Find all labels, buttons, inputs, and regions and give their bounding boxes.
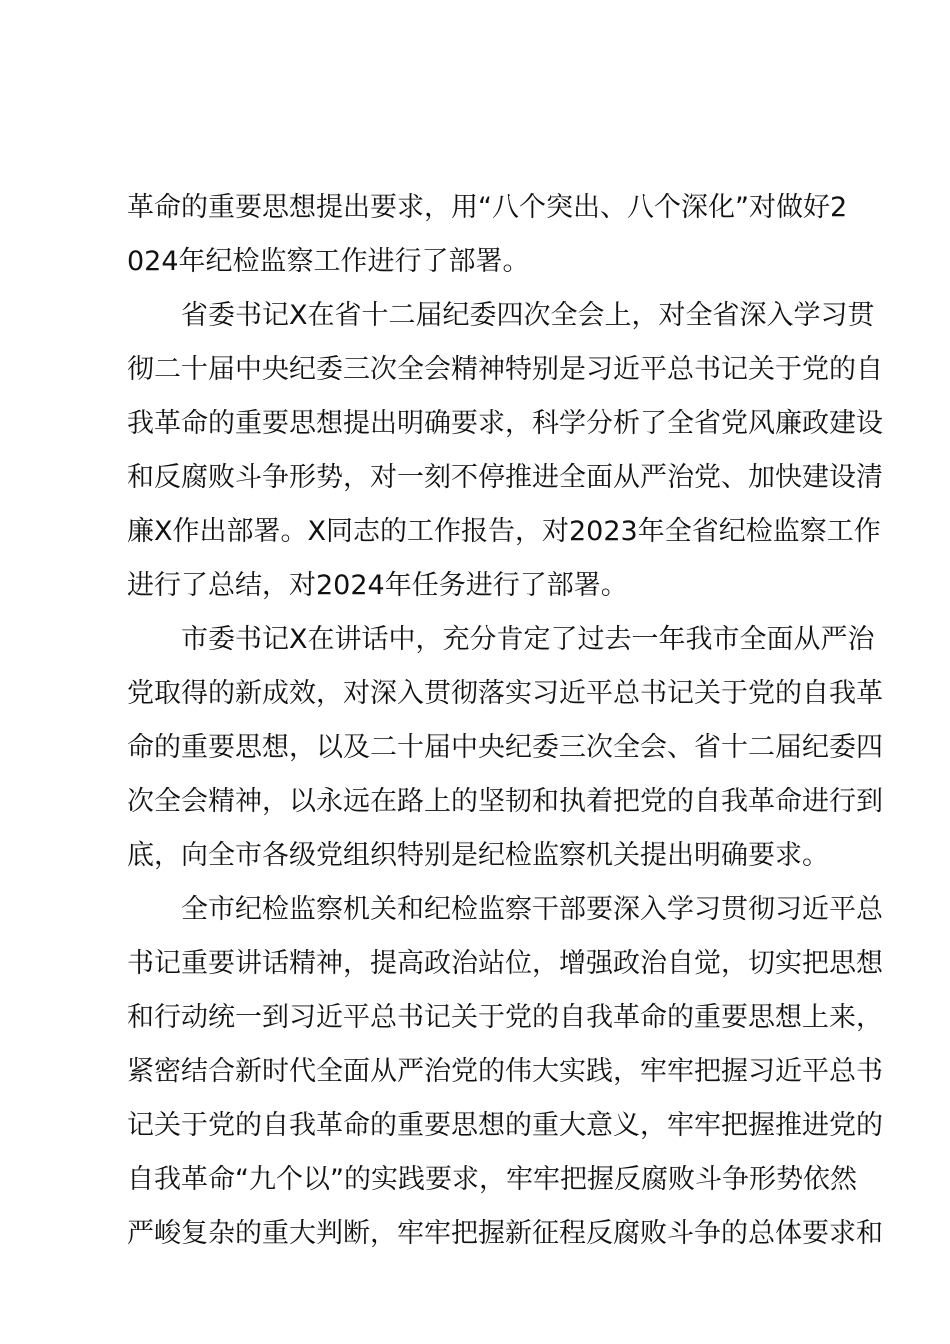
text-line: 我革命的重要思想提出明确要求，科学分析了全省党风廉政建设 <box>127 408 883 439</box>
paragraph <box>127 289 883 613</box>
text-line: 全市纪检监察机关和纪检监察干部要深入学习贯彻习近平总 <box>181 894 883 925</box>
body-text <box>127 181 883 1261</box>
text-line: 严峻复杂的重大判断，牢牢把握新征程反腐败斗争的总体要求和 <box>127 1218 883 1249</box>
text-line: 省委书记X在省十二届纪委四次全会上，对全省深入学习贯 <box>181 300 875 331</box>
paragraph <box>127 181 848 289</box>
text-line: 紧密结合新时代全面从严治党的伟大实践，牢牢把握习近平总书 <box>127 1056 883 1087</box>
text-line: 024年纪检监察工作进行了部署。 <box>127 246 530 277</box>
text-line: 和行动统一到习近平总书记关于党的自我革命的重要思想上来， <box>127 1002 883 1033</box>
text-line: 记关于党的自我革命的重要思想的重大意义，牢牢把握推进党的 <box>127 1110 883 1141</box>
text-line: 彻二十届中央纪委三次全会精神特别是习近平总书记关于党的自 <box>127 354 883 385</box>
text-line: 革命的重要思想提出要求，用“八个突出、八个深化”对做好2 <box>127 192 848 223</box>
text-line: 党取得的新成效，对深入贯彻落实习近平总书记关于党的自我革 <box>127 678 883 709</box>
text-line: 廉X作出部署。X同志的工作报告，对2023年全省纪检监察工作 <box>127 516 881 547</box>
paragraph <box>127 613 883 883</box>
text-line: 进行了总结，对2024年任务进行了部署。 <box>127 570 628 601</box>
text-line: 次全会精神，以永远在路上的坚韧和执着把党的自我革命进行到 <box>127 786 883 817</box>
text-line: 书记重要讲话精神，提高政治站位，增强政治自觉，切实把思想 <box>127 948 883 979</box>
text-line: 市委书记X在讲话中，充分肯定了过去一年我市全面从严治 <box>181 624 875 655</box>
paragraph <box>127 883 883 1261</box>
text-line: 底，向全市各级党组织特别是纪检监察机关提出明确要求。 <box>127 840 829 871</box>
text-line: 命的重要思想，以及二十届中央纪委三次全会、省十二届纪委四 <box>127 732 883 763</box>
text-line: 和反腐败斗争形势，对一刻不停推进全面从严治党、加快建设清 <box>127 462 883 493</box>
text-line: 自我革命“九个以”的实践要求，牢牢把握反腐败斗争形势依然 <box>127 1164 857 1195</box>
